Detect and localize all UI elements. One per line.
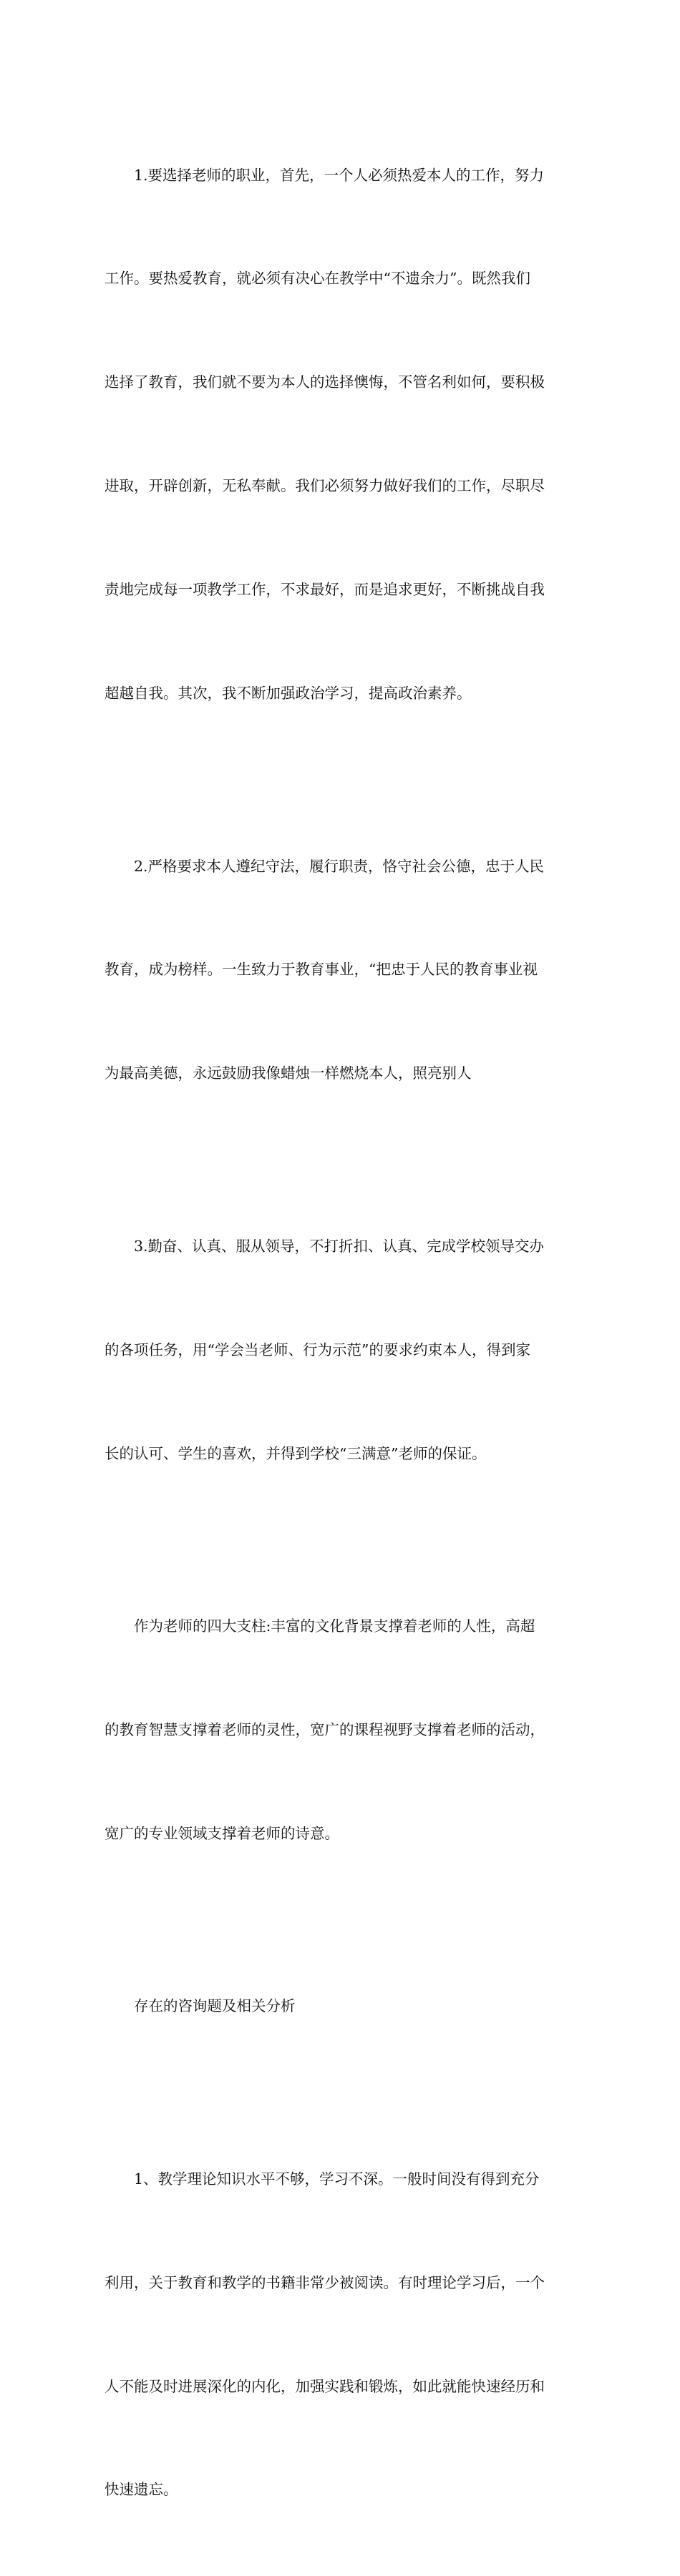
text-line: 长的认可、学生的喜欢，并得到学校“三满意”老师的保证。 <box>105 1444 487 1462</box>
text-line: 责地完成每一项教学工作，不求最好，而是追求更好，不断挑战自我 <box>105 581 545 599</box>
text-line: 选择了教育，我们就不要为本人的选择懊悔，不管名利如何，要积极 <box>105 373 545 391</box>
text-line: 利用，关于教育和教学的书籍非常少被阅读。有时理论学习后，一个 <box>105 2273 545 2291</box>
text-line: 作为老师的四大支柱:丰富的文化背景支撑着老师的人性，高超 <box>134 1617 535 1635</box>
text-line: 工作。要热爱教育，就必须有决心在教学中“不遗余力”。既然我们 <box>105 270 530 288</box>
text-line: 2.严格要求本人遵纪守法，履行职责，恪守社会公德，忠于人民 <box>134 857 545 875</box>
text-line: 快速遗忘。 <box>105 2481 178 2499</box>
text-line: 3.勤奋、认真、服从领导，不打折扣、认真、完成学校领导交办 <box>134 1237 545 1255</box>
paragraph-5 <box>105 2092 578 2576</box>
section-heading <box>105 1920 578 2092</box>
text-line: 为最高美德，永远鼓励我像蜡烛一样燃烧本人，照亮别人 <box>105 1064 472 1082</box>
text-line: 教育，成为榜样。一生致力于教育事业，“把忠于人民的教育事业视 <box>105 961 538 979</box>
text-line: 1.要选择老师的职业，首先，一个人必须热爱本人的工作，努力 <box>134 166 545 184</box>
text-line: 超越自我。其次，我不断加强政治学习，提高政治素养。 <box>105 685 472 702</box>
paragraph-1 <box>105 89 578 780</box>
document-body <box>105 89 578 2576</box>
text-line: 1、教学理论知识水平不够，学习不深。一般时间没有得到充分 <box>134 2170 540 2188</box>
text-line: 存在的咨询题及相关分析 <box>134 1997 296 2015</box>
text-line: 宽广的专业领域支撑着老师的诗意。 <box>105 1824 339 1842</box>
text-line: 人不能及时进展深化的内化，加强实践和锻炼，如此就能快速经历和 <box>105 2377 545 2395</box>
paragraph-3 <box>105 1160 578 1539</box>
text-line: 进取，开辟创新，无私奉献。我们必须努力做好我们的工作，尽职尽 <box>105 477 545 495</box>
paragraph-4 <box>105 1539 578 1919</box>
paragraph-2 <box>105 780 578 1160</box>
text-line: 的教育智慧支撑着老师的灵性，宽广的课程视野支撑着老师的活动， <box>105 1720 545 1738</box>
text-line: 的各项任务，用“学会当老师、行为示范”的要求约束本人，得到家 <box>105 1341 530 1358</box>
